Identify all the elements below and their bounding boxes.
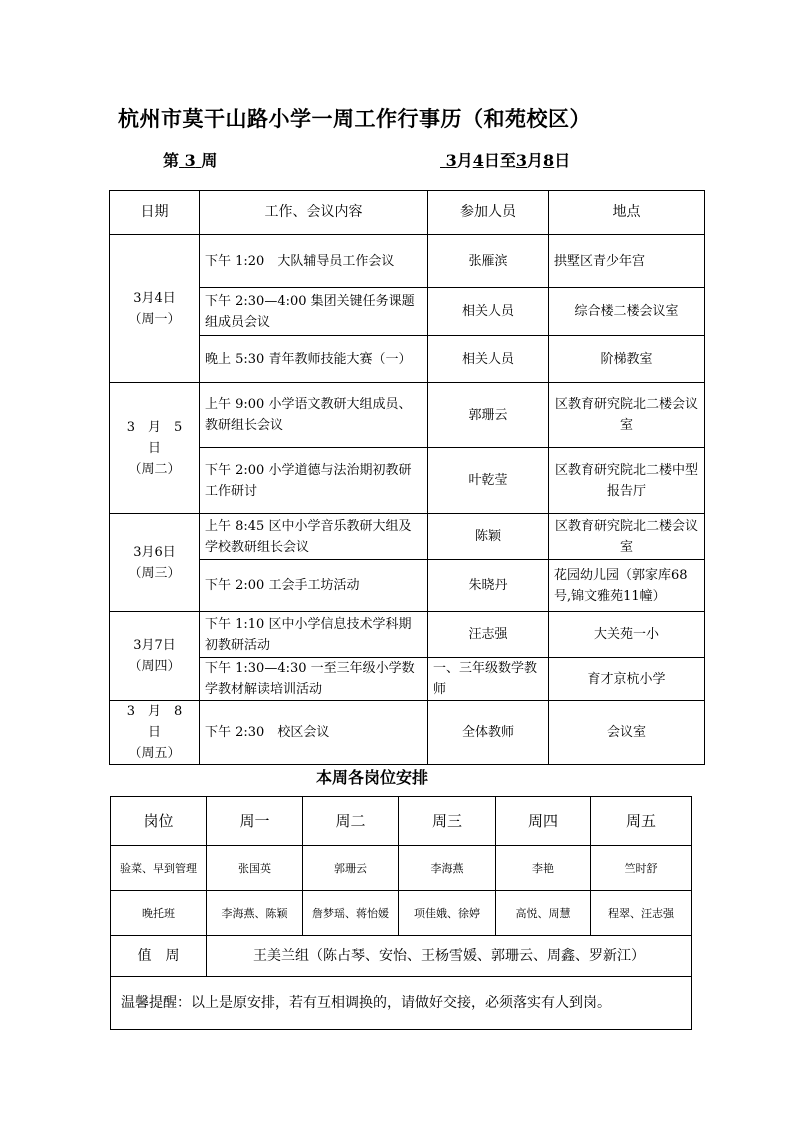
content-cell: 下午 2:30—4:00 集团关键任务课题组成员会议 <box>200 288 428 336</box>
header-place: 地点 <box>549 191 705 235</box>
table-row <box>110 383 705 448</box>
date-cell: 3 月 8 日 （周五） <box>110 701 200 765</box>
header-people: 参加人员 <box>428 191 549 235</box>
place-cell: 花园幼儿园（郭家库68号,锦文雅苑11幢） <box>549 560 705 612</box>
header-mon: 周一 <box>207 797 303 846</box>
table-row <box>111 977 692 1030</box>
place-cell: 大关苑一小 <box>549 612 705 658</box>
schedule-table <box>109 190 705 765</box>
table-row <box>110 288 705 336</box>
duty-cell: 李艳 <box>496 846 591 891</box>
place-cell: 区教育研究院北二楼会议室 <box>549 383 705 448</box>
table-row <box>110 560 705 612</box>
schedule-header-row <box>110 191 705 235</box>
table-row <box>110 658 705 701</box>
duty-title: 本周各岗位安排 <box>316 768 429 787</box>
people-cell: 汪志强 <box>428 612 549 658</box>
people-cell: 一、三年级数学教师 <box>428 658 549 701</box>
date-cell: 3 月 5 日 （周二） <box>110 383 200 514</box>
content-cell: 上午 9:00 小学语文教研大组成员、教研组长会议 <box>200 383 428 448</box>
weekly-duty-value: 王美兰组（陈占琴、安怡、王杨雪媛、郭珊云、周鑫、罗新江） <box>207 936 692 977</box>
content-cell: 下午 2:00 小学道德与法治期初教研工作研讨 <box>200 448 428 514</box>
duty-cell: 高悦、周慧 <box>496 891 591 936</box>
table-row <box>110 235 705 288</box>
place-cell: 阶梯教室 <box>549 336 705 383</box>
people-cell: 陈颖 <box>428 514 549 560</box>
people-cell: 郭珊云 <box>428 383 549 448</box>
date-cell: 3月6日 （周三） <box>110 514 200 612</box>
people-cell: 朱晓丹 <box>428 560 549 612</box>
content-cell: 晚上 5:30 青年教师技能大赛（一） <box>200 336 428 383</box>
people-cell: 叶乾莹 <box>428 448 549 514</box>
duty-cell: 项佳娥、徐婷 <box>399 891 496 936</box>
place-cell: 综合楼二楼会议室 <box>549 288 705 336</box>
content-cell: 上午 8:45 区中小学音乐教研大组及学校教研组长会议 <box>200 514 428 560</box>
place-cell: 拱墅区青少年宫 <box>549 235 705 288</box>
week-number: 第 3 周 <box>163 151 218 170</box>
post-cell: 晚托班 <box>111 891 207 936</box>
duty-cell: 李海燕、陈颖 <box>207 891 303 936</box>
header-fri: 周五 <box>591 797 692 846</box>
reminder-text: 温馨提醒：以上是原安排，若有互相调换的，请做好交接，必须落实有人到岗。 <box>111 977 692 1030</box>
date-cell: 3月7日 （周四） <box>110 612 200 701</box>
content-cell: 下午 2:00 工会手工坊活动 <box>200 560 428 612</box>
duty-cell: 竺时舒 <box>591 846 692 891</box>
duty-cell: 张国英 <box>207 846 303 891</box>
people-cell: 张雁滨 <box>428 235 549 288</box>
place-cell: 会议室 <box>549 701 705 765</box>
table-row <box>111 846 692 891</box>
post-cell: 验菜、早到管理 <box>111 846 207 891</box>
header-wed: 周三 <box>399 797 496 846</box>
table-row <box>111 891 692 936</box>
place-cell: 育才京杭小学 <box>549 658 705 701</box>
header-date: 日期 <box>110 191 200 235</box>
place-cell: 区教育研究院北二楼中型报告厅 <box>549 448 705 514</box>
duty-cell: 李海燕 <box>399 846 496 891</box>
content-cell: 下午 1:10 区中小学信息技术学科期初教研活动 <box>200 612 428 658</box>
header-post: 岗位 <box>111 797 207 846</box>
duty-cell: 程翠、汪志强 <box>591 891 692 936</box>
place-cell: 区教育研究院北二楼会议室 <box>549 514 705 560</box>
content-cell: 下午 1:30—4:30 一至三年级小学数学教材解读培训活动 <box>200 658 428 701</box>
header-thu: 周四 <box>496 797 591 846</box>
duty-cell: 詹梦瑶、蒋怡媛 <box>303 891 399 936</box>
people-cell: 相关人员 <box>428 336 549 383</box>
table-row <box>110 701 705 765</box>
people-cell: 相关人员 <box>428 288 549 336</box>
date-range: 3月4日至3月8日 <box>445 151 571 170</box>
header-content: 工作、会议内容 <box>200 191 428 235</box>
people-cell: 全体教师 <box>428 701 549 765</box>
date-cell: 3月4日 （周一） <box>110 235 200 383</box>
page-title: 杭州市莫干山路小学一周工作行事历（和苑校区） <box>118 106 591 131</box>
weekly-duty-label: 值 周 <box>111 936 207 977</box>
table-row <box>110 612 705 658</box>
duty-header-row <box>111 797 692 846</box>
table-row <box>111 936 692 977</box>
table-row <box>110 514 705 560</box>
table-row <box>110 448 705 514</box>
content-cell: 下午 2:30 校区会议 <box>200 701 428 765</box>
duty-cell: 郭珊云 <box>303 846 399 891</box>
header-tue: 周二 <box>303 797 399 846</box>
duty-table <box>110 796 692 1030</box>
table-row <box>110 336 705 383</box>
content-cell: 下午 1:20 大队辅导员工作会议 <box>200 235 428 288</box>
